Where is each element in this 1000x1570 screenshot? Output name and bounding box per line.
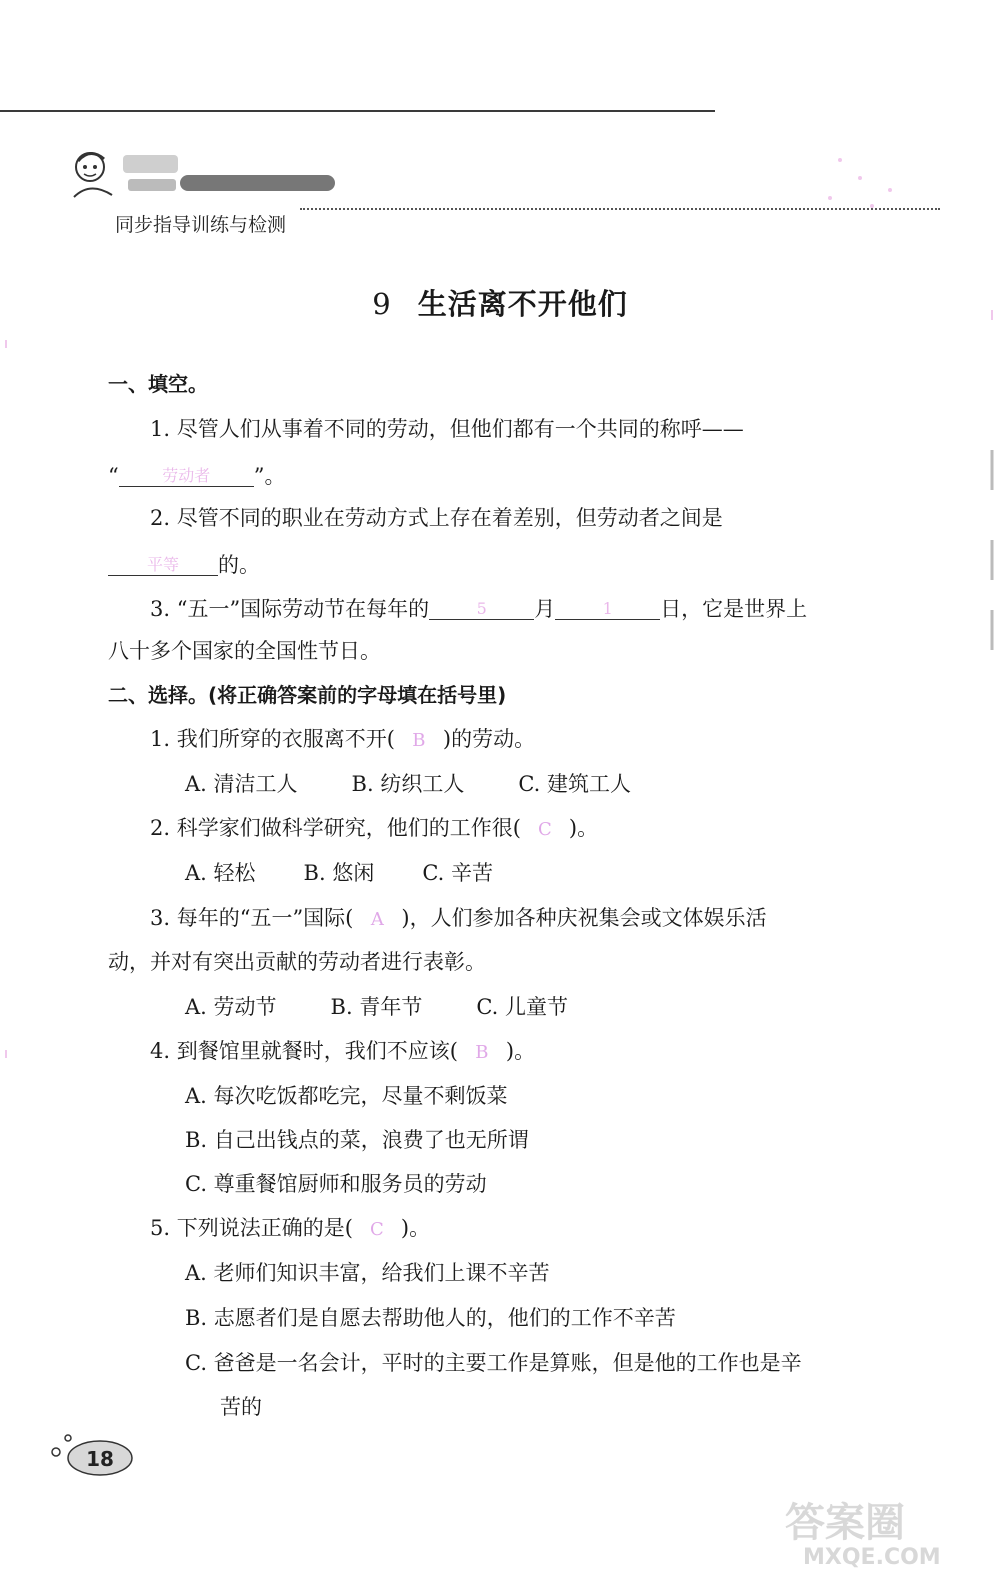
q2-2-options bbox=[185, 863, 493, 884]
q1-2-line2: 平等 的。 bbox=[108, 553, 260, 576]
q2-1-option-b[interactable]: B. 纺织工人 bbox=[351, 772, 465, 796]
q2-4-stem: 4. 到餐馆里就餐时，我们不应该( B )。 bbox=[150, 1039, 536, 1063]
q1-1-answer: 劳动者 bbox=[162, 466, 211, 485]
q2-3-stem-line2: 动，并对有突出贡献的劳动者进行表彰。 bbox=[108, 950, 486, 974]
right-margin-marks bbox=[985, 250, 1000, 1400]
page-number-badge bbox=[48, 1430, 138, 1480]
top-rule bbox=[0, 110, 715, 112]
series-logo bbox=[68, 145, 338, 205]
q2-1-answer[interactable]: B bbox=[412, 730, 426, 751]
q2-3-answer[interactable]: A bbox=[370, 909, 384, 930]
q2-4-option-a[interactable]: A. 每次吃饭都吃完，尽量不剩饭菜 bbox=[185, 1084, 508, 1108]
q2-1-stem: 1. 我们所穿的衣服离不开( B )的劳动。 bbox=[150, 727, 536, 751]
q2-3-options bbox=[185, 997, 568, 1018]
q1-2-answer-blank[interactable] bbox=[108, 553, 218, 576]
header-dotted-rule bbox=[300, 208, 940, 210]
q2-5-option-a[interactable]: A. 老师们知识丰富，给我们上课不辛苦 bbox=[185, 1261, 550, 1285]
q1-2-answer: 平等 bbox=[146, 555, 179, 574]
watermark-en: MXQE.COM bbox=[803, 1545, 941, 1570]
q2-3-stem-line1: 3. 每年的“五一”国际( A )，人们参加各种庆祝集会或文体娱乐活 bbox=[150, 906, 767, 930]
q1-3-day-blank[interactable] bbox=[555, 597, 660, 620]
lesson-title-text: 生活离不开他们 bbox=[417, 287, 628, 321]
lesson-title bbox=[0, 282, 1000, 323]
q2-4-answer[interactable]: B bbox=[475, 1042, 489, 1063]
q2-3-option-c[interactable]: C. 儿童节 bbox=[476, 995, 568, 1019]
q1-3-day-answer: 1 bbox=[602, 599, 613, 618]
q2-2-option-b[interactable]: B. 悠闲 bbox=[303, 861, 375, 885]
q2-3-option-a[interactable]: A. 劳动节 bbox=[185, 995, 277, 1019]
q2-1-option-c[interactable]: C. 建筑工人 bbox=[518, 772, 631, 796]
q2-3-option-b[interactable]: B. 青年节 bbox=[330, 995, 423, 1019]
q2-1-options bbox=[185, 774, 631, 795]
cartoon-student-icon bbox=[74, 153, 112, 197]
q1-3-line1: 3. “五一”国际劳动节在每年的 5 月 1 日，它是世界上 bbox=[150, 597, 808, 621]
lesson-number: 9 bbox=[372, 287, 392, 321]
q1-3-month-answer: 5 bbox=[476, 599, 487, 618]
q1-1-answer-blank[interactable] bbox=[119, 464, 254, 487]
q1-1-line1: 1. 尽管人们从事着不同的劳动，但他们都有一个共同的称呼—— bbox=[150, 417, 744, 441]
series-subtitle: 同步指导训练与检测 bbox=[115, 214, 287, 236]
q1-1-line2: “ 劳动者 ”。 bbox=[108, 464, 286, 488]
section-heading-choice: 二、选择。(将正确答案前的字母填在括号里) bbox=[108, 683, 507, 707]
q1-2-line1: 2. 尽管不同的职业在劳动方式上存在着差别，但劳动者之间是 bbox=[150, 506, 723, 530]
decorative-banner bbox=[123, 155, 335, 191]
page-number: 18 bbox=[86, 1447, 114, 1471]
q1-3-line2: 八十多个国家的全国性节日。 bbox=[108, 639, 381, 663]
q2-2-option-a[interactable]: A. 轻松 bbox=[185, 861, 256, 885]
q2-5-option-c[interactable]: C. 爸爸是一名会计，平时的主要工作是算账，但是他的工作也是辛 bbox=[185, 1351, 802, 1375]
q2-2-answer[interactable]: C bbox=[538, 819, 552, 840]
q2-5-option-c-cont: 苦的 bbox=[220, 1395, 262, 1419]
q2-5-stem: 5. 下列说法正确的是( C )。 bbox=[150, 1216, 431, 1240]
q2-5-answer[interactable]: C bbox=[370, 1219, 384, 1240]
q2-1-option-a[interactable]: A. 清洁工人 bbox=[185, 772, 298, 796]
q1-3-month-blank[interactable] bbox=[429, 597, 534, 620]
q2-4-option-c[interactable]: C. 尊重餐馆厨师和服务员的劳动 bbox=[185, 1172, 487, 1196]
q2-5-option-b[interactable]: B. 志愿者们是自愿去帮助他人的，他们的工作不辛苦 bbox=[185, 1306, 676, 1330]
watermark-cn: 答案圈 bbox=[785, 1500, 905, 1546]
q2-4-option-b[interactable]: B. 自己出钱点的菜，浪费了也无所谓 bbox=[185, 1128, 529, 1152]
section-heading-fill-blank: 一、填空。 bbox=[108, 372, 208, 396]
left-margin-marks bbox=[0, 250, 12, 1400]
watermark bbox=[775, 1488, 990, 1570]
q2-2-stem: 2. 科学家们做科学研究，他们的工作很( C )。 bbox=[150, 816, 599, 840]
q2-2-option-c[interactable]: C. 辛苦 bbox=[422, 861, 493, 885]
